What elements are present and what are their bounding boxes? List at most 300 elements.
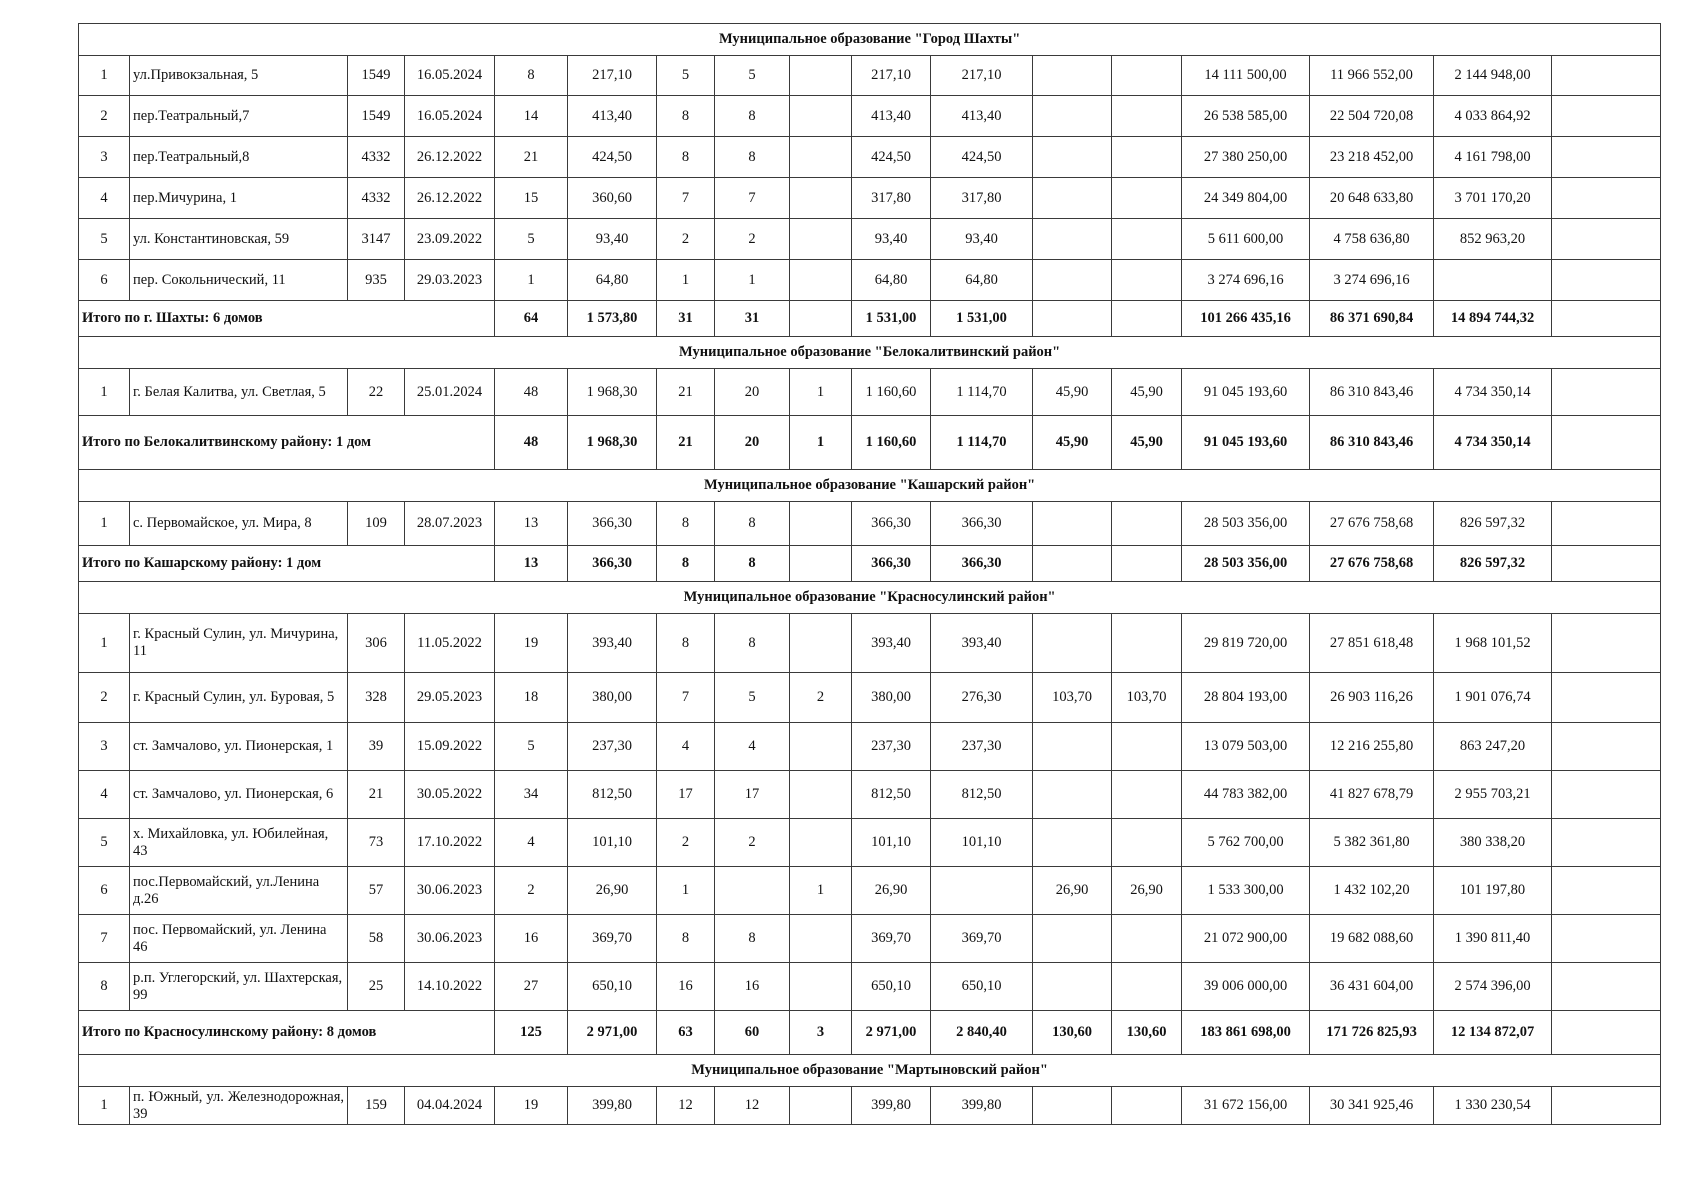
total-cell-c13: [1112, 546, 1182, 582]
value-cell-c13: [1112, 771, 1182, 819]
value-cell-c6: 64,80: [568, 260, 657, 301]
value-cell-c10: 1 160,60: [852, 369, 931, 416]
value-cell-c9: [790, 819, 852, 867]
value-cell-c5: 8: [495, 56, 568, 96]
value-cell-c13: [1112, 56, 1182, 96]
total-cell-c6: 1 968,30: [568, 416, 657, 470]
section-title: Муниципальное образование "Белокалитвинский район": [79, 337, 1661, 369]
value-cell-c16: 2 574 396,00: [1434, 963, 1552, 1011]
value-cell-c6: 360,60: [568, 178, 657, 219]
value-cell-c10: 26,90: [852, 867, 931, 915]
total-cell-c10: 1 531,00: [852, 301, 931, 337]
value-cell-c6: 650,10: [568, 963, 657, 1011]
table-row: [79, 915, 1661, 963]
value-cell-c7: 2: [657, 219, 715, 260]
value-cell-c10: 650,10: [852, 963, 931, 1011]
value-cell-c8: 17: [715, 771, 790, 819]
value-cell-c6: 393,40: [568, 614, 657, 673]
document-number-cell: 25: [348, 963, 405, 1011]
section-header-row: [79, 1055, 1661, 1087]
value-cell-c8: 7: [715, 178, 790, 219]
value-cell-c10: 217,10: [852, 56, 931, 96]
total-cell-c5: 48: [495, 416, 568, 470]
value-cell-c8: 2: [715, 219, 790, 260]
row-number: 2: [79, 673, 130, 723]
value-cell-c5: 16: [495, 915, 568, 963]
value-cell-c15: 19 682 088,60: [1310, 915, 1434, 963]
total-cell-c10: 366,30: [852, 546, 931, 582]
value-cell-c8: 5: [715, 56, 790, 96]
value-cell-c10: 413,40: [852, 96, 931, 137]
value-cell-c5: 5: [495, 723, 568, 771]
document-date-cell: 16.05.2024: [405, 56, 495, 96]
value-cell-c12: [1033, 178, 1112, 219]
document-date-cell: 30.05.2022: [405, 771, 495, 819]
value-cell-c11: 812,50: [931, 771, 1033, 819]
value-cell-c16: 1 330 230,54: [1434, 1087, 1552, 1125]
value-cell-c16: 380 338,20: [1434, 819, 1552, 867]
value-cell-c15: 30 341 925,46: [1310, 1087, 1434, 1125]
document-date-cell: 14.10.2022: [405, 963, 495, 1011]
document-date-cell: 30.06.2023: [405, 915, 495, 963]
value-cell-c6: 101,10: [568, 819, 657, 867]
value-cell-c10: 424,50: [852, 137, 931, 178]
value-cell-c16: [1434, 260, 1552, 301]
value-cell-c7: 8: [657, 137, 715, 178]
value-cell-c7: 2: [657, 819, 715, 867]
address-cell: пер.Театральный,7: [130, 96, 348, 137]
total-label: Итого по Белокалитвинскому району: 1 дом: [79, 416, 495, 470]
value-cell-c16: 101 197,80: [1434, 867, 1552, 915]
row-number: 3: [79, 137, 130, 178]
document-date-cell: 15.09.2022: [405, 723, 495, 771]
value-cell-c14: 28 503 356,00: [1182, 502, 1310, 546]
address-cell: ул. Константиновская, 59: [130, 219, 348, 260]
value-cell-c14: 14 111 500,00: [1182, 56, 1310, 96]
section-title: Муниципальное образование "Кашарский район": [79, 470, 1661, 502]
document-number-cell: 1549: [348, 56, 405, 96]
document-number-cell: 328: [348, 673, 405, 723]
value-cell-c13: [1112, 723, 1182, 771]
total-cell-c9: [790, 301, 852, 337]
row-number: 5: [79, 219, 130, 260]
document-date-cell: 28.07.2023: [405, 502, 495, 546]
value-cell-c13: 103,70: [1112, 673, 1182, 723]
document-date-cell: 26.12.2022: [405, 178, 495, 219]
table-row: [79, 673, 1661, 723]
total-label: Итого по Кашарскому району: 1 дом: [79, 546, 495, 582]
total-cell-c13: 45,90: [1112, 416, 1182, 470]
value-cell-c9: [790, 723, 852, 771]
address-cell: с. Первомайское, ул. Мира, 8: [130, 502, 348, 546]
table-row: [79, 178, 1661, 219]
value-cell-c8: 20: [715, 369, 790, 416]
value-cell-c5: 4: [495, 819, 568, 867]
total-cell-c17: [1552, 546, 1661, 582]
total-cell-c12: [1033, 301, 1112, 337]
value-cell-c17: [1552, 614, 1661, 673]
total-cell-c12: 45,90: [1033, 416, 1112, 470]
value-cell-c14: 1 533 300,00: [1182, 867, 1310, 915]
row-number: 5: [79, 819, 130, 867]
total-cell-c12: 130,60: [1033, 1011, 1112, 1055]
value-cell-c13: 45,90: [1112, 369, 1182, 416]
total-cell-c7: 8: [657, 546, 715, 582]
value-cell-c14: 91 045 193,60: [1182, 369, 1310, 416]
value-cell-c14: 3 274 696,16: [1182, 260, 1310, 301]
table-row: [79, 56, 1661, 96]
value-cell-c10: 64,80: [852, 260, 931, 301]
value-cell-c13: [1112, 96, 1182, 137]
document-date-cell: 04.04.2024: [405, 1087, 495, 1125]
document-number-cell: 109: [348, 502, 405, 546]
value-cell-c17: [1552, 915, 1661, 963]
value-cell-c8: 8: [715, 502, 790, 546]
table-row: [79, 723, 1661, 771]
value-cell-c6: 380,00: [568, 673, 657, 723]
value-cell-c12: 26,90: [1033, 867, 1112, 915]
address-cell: ул.Привокзальная, 5: [130, 56, 348, 96]
total-label: Итого по г. Шахты: 6 домов: [79, 301, 495, 337]
value-cell-c10: 369,70: [852, 915, 931, 963]
total-cell-c7: 21: [657, 416, 715, 470]
value-cell-c17: [1552, 178, 1661, 219]
value-cell-c6: 366,30: [568, 502, 657, 546]
value-cell-c13: [1112, 963, 1182, 1011]
total-cell-c13: [1112, 301, 1182, 337]
value-cell-c14: 5 611 600,00: [1182, 219, 1310, 260]
table-row: [79, 819, 1661, 867]
document-number-cell: 1549: [348, 96, 405, 137]
value-cell-c15: 86 310 843,46: [1310, 369, 1434, 416]
total-cell-c15: 27 676 758,68: [1310, 546, 1434, 582]
value-cell-c12: [1033, 96, 1112, 137]
document-number-cell: 58: [348, 915, 405, 963]
total-cell-c5: 13: [495, 546, 568, 582]
document-number-cell: 935: [348, 260, 405, 301]
total-cell-c15: 86 371 690,84: [1310, 301, 1434, 337]
value-cell-c17: [1552, 502, 1661, 546]
value-cell-c11: 393,40: [931, 614, 1033, 673]
total-cell-c9: 1: [790, 416, 852, 470]
total-cell-c14: 91 045 193,60: [1182, 416, 1310, 470]
address-cell: х. Михайловка, ул. Юбилейная, 43: [130, 819, 348, 867]
total-cell-c7: 31: [657, 301, 715, 337]
value-cell-c16: 863 247,20: [1434, 723, 1552, 771]
document-number-cell: 3147: [348, 219, 405, 260]
value-cell-c8: 5: [715, 673, 790, 723]
total-label: Итого по Красносулинскому району: 8 домов: [79, 1011, 495, 1055]
total-cell-c6: 2 971,00: [568, 1011, 657, 1055]
total-cell-c8: 8: [715, 546, 790, 582]
value-cell-c7: 8: [657, 96, 715, 137]
value-cell-c12: [1033, 502, 1112, 546]
value-cell-c7: 8: [657, 915, 715, 963]
address-cell: пос. Первомайский, ул. Ленина 46: [130, 915, 348, 963]
value-cell-c16: 1 901 076,74: [1434, 673, 1552, 723]
housing-resettlement-table: [78, 23, 1661, 1125]
total-cell-c15: 171 726 825,93: [1310, 1011, 1434, 1055]
section-header-row: [79, 337, 1661, 369]
address-cell: г. Красный Сулин, ул. Мичурина, 11: [130, 614, 348, 673]
value-cell-c17: [1552, 963, 1661, 1011]
value-cell-c13: 26,90: [1112, 867, 1182, 915]
value-cell-c8: 8: [715, 915, 790, 963]
value-cell-c15: 11 966 552,00: [1310, 56, 1434, 96]
value-cell-c15: 4 758 636,80: [1310, 219, 1434, 260]
value-cell-c13: [1112, 219, 1182, 260]
value-cell-c5: 1: [495, 260, 568, 301]
value-cell-c9: [790, 137, 852, 178]
document-date-cell: 16.05.2024: [405, 96, 495, 137]
document-date-cell: 23.09.2022: [405, 219, 495, 260]
value-cell-c17: [1552, 137, 1661, 178]
total-row: [79, 546, 1661, 582]
row-number: 4: [79, 178, 130, 219]
total-cell-c6: 366,30: [568, 546, 657, 582]
value-cell-c12: [1033, 771, 1112, 819]
value-cell-c15: 1 432 102,20: [1310, 867, 1434, 915]
value-cell-c6: 413,40: [568, 96, 657, 137]
value-cell-c16: 4 161 798,00: [1434, 137, 1552, 178]
value-cell-c8: 16: [715, 963, 790, 1011]
value-cell-c7: 12: [657, 1087, 715, 1125]
value-cell-c9: 2: [790, 673, 852, 723]
value-cell-c8: 12: [715, 1087, 790, 1125]
total-cell-c17: [1552, 301, 1661, 337]
value-cell-c13: [1112, 1087, 1182, 1125]
total-cell-c12: [1033, 546, 1112, 582]
value-cell-c9: [790, 178, 852, 219]
value-cell-c13: [1112, 915, 1182, 963]
document-number-cell: 21: [348, 771, 405, 819]
document-number-cell: 57: [348, 867, 405, 915]
address-cell: ст. Замчалово, ул. Пионерская, 6: [130, 771, 348, 819]
row-number: 6: [79, 867, 130, 915]
address-cell: г. Белая Калитва, ул. Светлая, 5: [130, 369, 348, 416]
value-cell-c9: [790, 915, 852, 963]
value-cell-c8: [715, 867, 790, 915]
total-cell-c17: [1552, 416, 1661, 470]
total-cell-c9: 3: [790, 1011, 852, 1055]
document-number-cell: 22: [348, 369, 405, 416]
value-cell-c16: 1 390 811,40: [1434, 915, 1552, 963]
value-cell-c11: 217,10: [931, 56, 1033, 96]
value-cell-c16: 852 963,20: [1434, 219, 1552, 260]
value-cell-c6: 424,50: [568, 137, 657, 178]
value-cell-c16: 826 597,32: [1434, 502, 1552, 546]
value-cell-c7: 17: [657, 771, 715, 819]
value-cell-c5: 13: [495, 502, 568, 546]
total-cell-c8: 31: [715, 301, 790, 337]
value-cell-c10: 237,30: [852, 723, 931, 771]
document-date-cell: 26.12.2022: [405, 137, 495, 178]
value-cell-c12: [1033, 56, 1112, 96]
value-cell-c7: 5: [657, 56, 715, 96]
value-cell-c9: 1: [790, 369, 852, 416]
section-title: Муниципальное образование "Красносулинский район": [79, 582, 1661, 614]
value-cell-c10: 101,10: [852, 819, 931, 867]
section-title: Муниципальное образование "Мартыновский район": [79, 1055, 1661, 1087]
value-cell-c9: [790, 502, 852, 546]
value-cell-c9: [790, 260, 852, 301]
total-cell-c10: 2 971,00: [852, 1011, 931, 1055]
value-cell-c15: 23 218 452,00: [1310, 137, 1434, 178]
value-cell-c11: 413,40: [931, 96, 1033, 137]
value-cell-c7: 8: [657, 614, 715, 673]
value-cell-c15: 3 274 696,16: [1310, 260, 1434, 301]
value-cell-c17: [1552, 96, 1661, 137]
value-cell-c12: [1033, 219, 1112, 260]
value-cell-c8: 8: [715, 614, 790, 673]
value-cell-c5: 19: [495, 1087, 568, 1125]
value-cell-c10: 393,40: [852, 614, 931, 673]
total-cell-c11: 366,30: [931, 546, 1033, 582]
total-cell-c14: 28 503 356,00: [1182, 546, 1310, 582]
value-cell-c15: 41 827 678,79: [1310, 771, 1434, 819]
value-cell-c5: 27: [495, 963, 568, 1011]
value-cell-c16: 1 968 101,52: [1434, 614, 1552, 673]
address-cell: р.п. Углегорский, ул. Шахтерская, 99: [130, 963, 348, 1011]
total-cell-c16: 12 134 872,07: [1434, 1011, 1552, 1055]
row-number: 1: [79, 502, 130, 546]
address-cell: пос.Первомайский, ул.Ленина д.26: [130, 867, 348, 915]
value-cell-c15: 27 676 758,68: [1310, 502, 1434, 546]
total-cell-c6: 1 573,80: [568, 301, 657, 337]
value-cell-c12: [1033, 614, 1112, 673]
value-cell-c17: [1552, 673, 1661, 723]
total-cell-c14: 101 266 435,16: [1182, 301, 1310, 337]
document-date-cell: 17.10.2022: [405, 819, 495, 867]
value-cell-c15: 36 431 604,00: [1310, 963, 1434, 1011]
value-cell-c14: 24 349 804,00: [1182, 178, 1310, 219]
value-cell-c9: [790, 56, 852, 96]
value-cell-c7: 16: [657, 963, 715, 1011]
value-cell-c14: 13 079 503,00: [1182, 723, 1310, 771]
value-cell-c11: [931, 867, 1033, 915]
document-number-cell: 306: [348, 614, 405, 673]
value-cell-c8: 8: [715, 137, 790, 178]
value-cell-c11: 1 114,70: [931, 369, 1033, 416]
value-cell-c8: 2: [715, 819, 790, 867]
value-cell-c10: 317,80: [852, 178, 931, 219]
total-row: [79, 1011, 1661, 1055]
document-number-cell: 4332: [348, 137, 405, 178]
address-cell: г. Красный Сулин, ул. Буровая, 5: [130, 673, 348, 723]
table-row: [79, 137, 1661, 178]
value-cell-c11: 399,80: [931, 1087, 1033, 1125]
value-cell-c5: 34: [495, 771, 568, 819]
value-cell-c11: 93,40: [931, 219, 1033, 260]
address-cell: пер.Мичурина, 1: [130, 178, 348, 219]
total-cell-c14: 183 861 698,00: [1182, 1011, 1310, 1055]
value-cell-c14: 44 783 382,00: [1182, 771, 1310, 819]
total-cell-c10: 1 160,60: [852, 416, 931, 470]
value-cell-c16: 2 144 948,00: [1434, 56, 1552, 96]
value-cell-c14: 28 804 193,00: [1182, 673, 1310, 723]
row-number: 1: [79, 614, 130, 673]
table-row: [79, 1087, 1661, 1125]
value-cell-c9: [790, 771, 852, 819]
table-row: [79, 771, 1661, 819]
total-cell-c15: 86 310 843,46: [1310, 416, 1434, 470]
table-row: [79, 219, 1661, 260]
table-row: [79, 963, 1661, 1011]
value-cell-c11: 424,50: [931, 137, 1033, 178]
document-date-cell: 30.06.2023: [405, 867, 495, 915]
value-cell-c7: 4: [657, 723, 715, 771]
value-cell-c14: 27 380 250,00: [1182, 137, 1310, 178]
address-cell: п. Южный, ул. Железнодорожная, 39: [130, 1087, 348, 1125]
document-date-cell: 11.05.2022: [405, 614, 495, 673]
value-cell-c12: [1033, 1087, 1112, 1125]
total-cell-c11: 1 114,70: [931, 416, 1033, 470]
value-cell-c16: 4 033 864,92: [1434, 96, 1552, 137]
total-cell-c8: 60: [715, 1011, 790, 1055]
address-cell: пер.Театральный,8: [130, 137, 348, 178]
value-cell-c12: 45,90: [1033, 369, 1112, 416]
value-cell-c11: 237,30: [931, 723, 1033, 771]
value-cell-c14: 5 762 700,00: [1182, 819, 1310, 867]
row-number: 7: [79, 915, 130, 963]
value-cell-c17: [1552, 819, 1661, 867]
total-cell-c13: 130,60: [1112, 1011, 1182, 1055]
value-cell-c6: 399,80: [568, 1087, 657, 1125]
total-cell-c9: [790, 546, 852, 582]
value-cell-c9: [790, 614, 852, 673]
value-cell-c14: 21 072 900,00: [1182, 915, 1310, 963]
document-number-cell: 159: [348, 1087, 405, 1125]
document-date-cell: 25.01.2024: [405, 369, 495, 416]
value-cell-c7: 7: [657, 178, 715, 219]
table-row: [79, 260, 1661, 301]
value-cell-c6: 237,30: [568, 723, 657, 771]
value-cell-c10: 380,00: [852, 673, 931, 723]
value-cell-c5: 2: [495, 867, 568, 915]
document-date-cell: 29.03.2023: [405, 260, 495, 301]
value-cell-c6: 93,40: [568, 219, 657, 260]
value-cell-c13: [1112, 178, 1182, 219]
row-number: 1: [79, 56, 130, 96]
value-cell-c11: 369,70: [931, 915, 1033, 963]
total-cell-c16: 826 597,32: [1434, 546, 1552, 582]
value-cell-c11: 317,80: [931, 178, 1033, 219]
value-cell-c12: [1033, 723, 1112, 771]
address-cell: ст. Замчалово, ул. Пионерская, 1: [130, 723, 348, 771]
value-cell-c8: 8: [715, 96, 790, 137]
total-cell-c5: 125: [495, 1011, 568, 1055]
value-cell-c17: [1552, 1087, 1661, 1125]
value-cell-c7: 21: [657, 369, 715, 416]
value-cell-c7: 1: [657, 260, 715, 301]
value-cell-c6: 1 968,30: [568, 369, 657, 416]
value-cell-c10: 366,30: [852, 502, 931, 546]
document-number-cell: 73: [348, 819, 405, 867]
value-cell-c11: 276,30: [931, 673, 1033, 723]
value-cell-c11: 64,80: [931, 260, 1033, 301]
total-row: [79, 416, 1661, 470]
value-cell-c13: [1112, 819, 1182, 867]
value-cell-c12: 103,70: [1033, 673, 1112, 723]
value-cell-c17: [1552, 260, 1661, 301]
value-cell-c17: [1552, 219, 1661, 260]
value-cell-c12: [1033, 819, 1112, 867]
value-cell-c6: 812,50: [568, 771, 657, 819]
value-cell-c15: 22 504 720,08: [1310, 96, 1434, 137]
value-cell-c9: [790, 96, 852, 137]
value-cell-c16: 4 734 350,14: [1434, 369, 1552, 416]
value-cell-c5: 19: [495, 614, 568, 673]
